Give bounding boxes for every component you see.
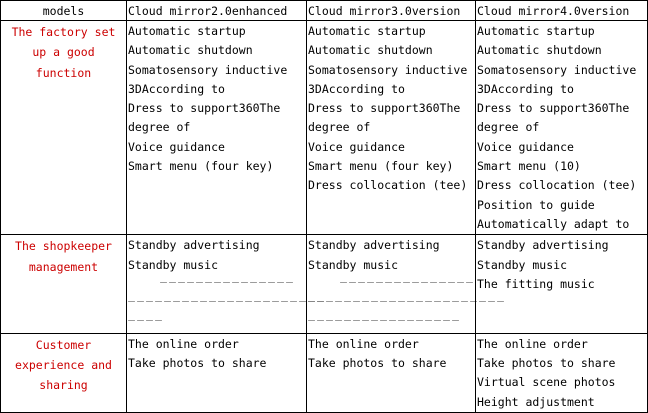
dash-line: －－－－ (127, 317, 164, 328)
feature-item: Standby music (308, 257, 399, 272)
cell-factory-v2 (127, 21, 307, 235)
feature-item: The fitting music (477, 276, 595, 291)
row-label-line: The shopkeeper (15, 239, 112, 254)
header-models: models (1, 1, 127, 21)
feature-item: Smart menu (four key) (128, 159, 274, 174)
feature-item: Voice guidance (128, 139, 225, 154)
row-label-factory (1, 21, 127, 235)
row-label-line: The factory set (11, 25, 116, 39)
feature-item: Take photos to share (128, 356, 267, 371)
feature-item: Automatic startup (308, 24, 426, 38)
feature-item: Somatosensory inductive (128, 62, 288, 77)
feature-item: Dress to support360The (308, 101, 461, 116)
feature-item: degree of (477, 120, 540, 135)
feature-item: Automatic shutdown (477, 43, 602, 58)
cell-customer-v4 (476, 333, 648, 412)
feature-item: degree of (128, 120, 191, 135)
feature-item: Dress to support360The (477, 101, 630, 116)
feature-item: Smart menu (10) (477, 159, 581, 174)
row-label-line: sharing (39, 378, 88, 393)
feature-item: Position to guide (477, 197, 595, 212)
table-row-shopkeeper (1, 235, 648, 333)
feature-item: 3DAccording to (477, 81, 574, 96)
dash-line: －－－－－－－－－－－－－－－ (339, 278, 475, 289)
feature-item: Automatic shutdown (128, 43, 253, 58)
cell-factory-v4 (476, 21, 648, 235)
feature-item: 3DAccording to (128, 81, 225, 96)
feature-item: Standby music (477, 257, 568, 272)
feature-item: Take photos to share (477, 356, 616, 371)
dash-line: －－－－－－－－－－－－－－－－－－－－－－ (307, 298, 506, 309)
header-cloud-mirror-4: Cloud mirror4.0version (476, 1, 648, 21)
cell-factory-v3 (307, 21, 476, 235)
feature-item: The online order (308, 336, 419, 351)
dash-line: －－－－－－－－－－－－－－－－－－－－－－ (127, 298, 326, 309)
feature-item: Automatic startup (128, 24, 246, 38)
feature-item: Take photos to share (308, 356, 447, 371)
feature-item: The online order (477, 336, 588, 351)
row-label-line: experience and (15, 358, 112, 373)
feature-item: Standby advertising (128, 238, 260, 253)
row-label-shopkeeper (1, 235, 127, 333)
cell-customer-v2 (127, 333, 307, 412)
row-label-line: up a good (32, 45, 95, 60)
feature-item: Dress collocation (tee) (477, 178, 637, 193)
row-label-line: function (35, 65, 92, 80)
header-cloud-mirror-3: Cloud mirror3.0version (307, 1, 476, 21)
feature-item: Virtual scene photos (477, 375, 616, 390)
feature-item: Dress to support360The (128, 101, 281, 116)
feature-item: Dress collocation (tee) (308, 178, 468, 193)
feature-item: degree of (308, 120, 371, 135)
table-row-customer (1, 333, 648, 412)
feature-item: Automatic shutdown (308, 43, 433, 58)
cell-shopkeeper-v3 (307, 235, 506, 333)
table-row-factory (1, 21, 648, 235)
feature-item: Standby music (128, 257, 219, 272)
feature-item: Voice guidance (308, 139, 405, 154)
header-row (1, 1, 648, 21)
row-label-line: Customer (35, 337, 92, 352)
feature-item: The online order (128, 336, 239, 351)
dash-line: －－－－－－－－－－－－－－－ (159, 278, 295, 289)
row-label-line: management (28, 259, 99, 274)
feature-item: Voice guidance (477, 139, 574, 154)
feature-item: Standby advertising (308, 238, 440, 253)
dash-line: －－－－－－－－－－－－－－－－－ (307, 317, 461, 328)
feature-item: Automatic startup (477, 24, 595, 38)
feature-item: Automatically adapt to (477, 216, 630, 231)
cell-shopkeeper-v2 (127, 235, 326, 333)
cell-shopkeeper-v4 (476, 235, 648, 333)
feature-item: 3DAccording to (308, 81, 405, 96)
header-cloud-mirror-2: Cloud mirror2.0enhanced (127, 1, 307, 21)
feature-item: Somatosensory inductive (477, 62, 637, 77)
feature-item: Standby advertising (477, 238, 609, 253)
feature-item: Height adjustment (477, 394, 595, 409)
cell-customer-v3 (307, 333, 476, 412)
row-label-customer (1, 333, 127, 412)
feature-item: Smart menu (four key) (308, 159, 454, 174)
feature-item: Somatosensory inductive (308, 62, 468, 77)
